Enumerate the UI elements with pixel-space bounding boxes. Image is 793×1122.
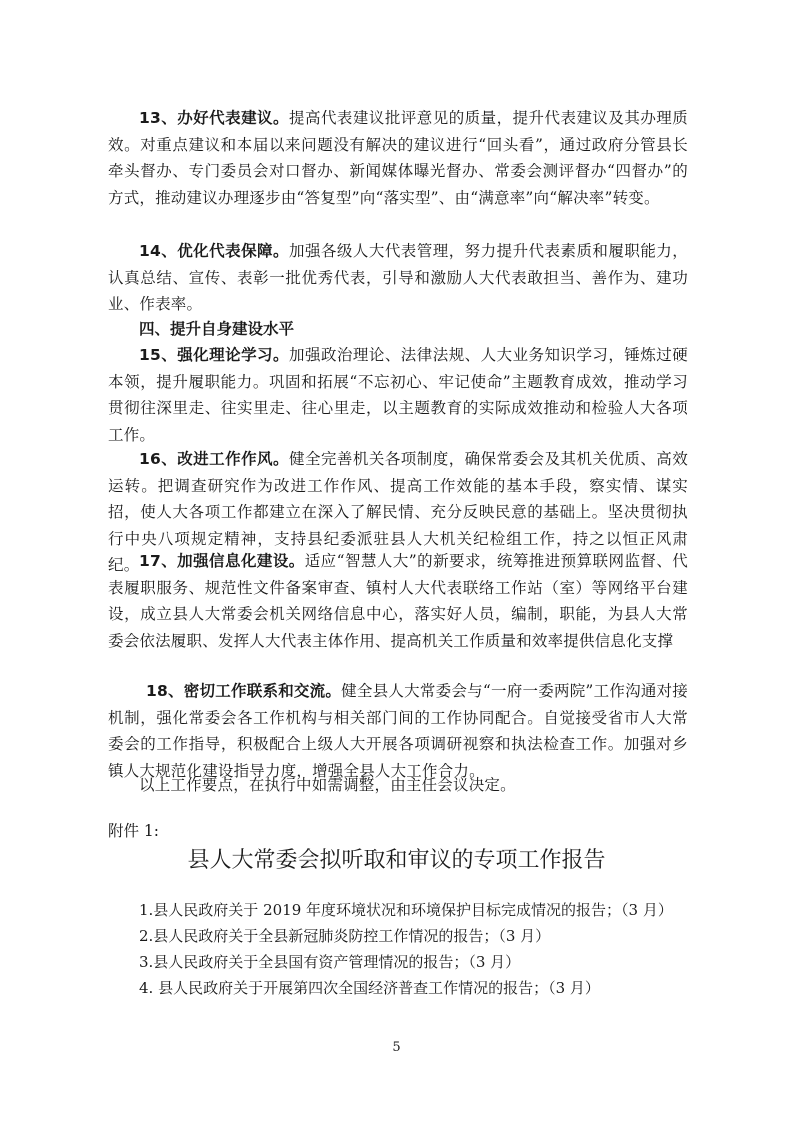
attachment-label: 附件 1: [108, 822, 160, 840]
paragraph-lead: 17、加强信息化建设。 [139, 552, 305, 570]
list-item: 3.县人民政府关于全县国有资产管理情况的报告；（3 月） [139, 953, 521, 971]
paragraph-body: 提高代表建议批评意见的质量，提升代表建议及其办理质效。对重点建议和本届以来问题没有解决的建议进行“回头看”，通过政府分管县长牵头督办、专门委员会对口督办、新闻媒体曝光督办、常委会测评督办“四督办”的方式，推动建议办理逐步由“答复型”向“落实型”、由“满意率”向“解决率”转变。 [108, 109, 688, 207]
attachment-title: 县人大常委会拟听取和审议的专项工作报告 [187, 848, 606, 873]
page-number: 5 [392, 1040, 401, 1055]
paragraph-body: 健全完善机关各项制度，确保常委会及其机关优质、高效运转。把调查研究作为改进工作作风、提高工作效能的基本手段，察实情、谋实招，使人大各项工作都建立在深入了解民情、充分反映民意的基础上。坚决贯彻执行中央八项规定精神，支持县纪委派驻县人大机关纪检组工作，持之以恒正风肃纪。 [108, 450, 688, 575]
paragraph-lead: 18、密切工作联系和交流。 [146, 682, 342, 700]
paragraph-14 [108, 238, 688, 318]
paragraph-15 [108, 342, 688, 448]
paragraph-17 [108, 548, 688, 654]
paragraph-18 [108, 678, 688, 784]
paragraph-body: 健全县人大常委会与“一府一委两院”工作沟通对接机制，强化常委会各工作机构与相关部门间的工作协同配合。自觉接受省市人大常委会的工作指导，积极配合上级人大开展各项调研视察和执法检查工作。加强对乡镇人大规范化建设指导力度，增强全县人大工作合力。 [108, 682, 688, 780]
paragraph-13 [108, 105, 688, 211]
list-item: 4. 县人民政府关于开展第四次全国经济普查工作情况的报告；（3 月） [139, 979, 600, 997]
list-item: 1.县人民政府关于 2019 年度环境状况和环境保护目标完成情况的报告；（3 月） [139, 901, 673, 919]
list-item: 2.县人民政府关于全县新冠肺炎防控工作情况的报告；（3 月） [139, 927, 551, 945]
paragraph-lead: 14、优化代表保障。 [139, 242, 289, 260]
section-heading: 四、提升自身建设水平 [139, 320, 295, 338]
closing-paragraph [108, 772, 688, 799]
paragraph-lead: 15、强化理论学习。 [139, 346, 289, 364]
paragraph-body: 加强政治理论、法律法规、人大业务知识学习，锤炼过硬本领，提升履职能力。巩固和拓展“不忘初心、牢记使命”主题教育成效，推动学习贯彻往深里走、往实里走、往心里走，以主题教育的实际成效推动和检验人大各项工作。 [108, 346, 688, 444]
report-list [139, 897, 673, 1001]
paragraph-lead: 16、改进工作作风。 [139, 450, 289, 468]
paragraph-body: 以上工作要点，在执行中如需调整，由主任会议决定。 [139, 776, 516, 794]
paragraph-lead: 13、办好代表建议。 [139, 109, 289, 127]
paragraph-body: 适应“智慧人大”的新要求，统筹推进预算联网监督、代表履职服务、规范性文件备案审查、镇村人大代表联络工作站（室）等网络平台建设，成立县人大常委会机关网络信息中心，落实好人员，编制，职能，为县人大常委会依法履职、发挥人大代表主体作用、提高机关工作质量和效率提供信息化支撑 [108, 552, 688, 650]
paragraph-body: 加强各级人大代表管理，努力提升代表素质和履职能力，认真总结、宣传、表彰一批优秀代表，引导和激励人大代表敢担当、善作为、建功业、作表率。 [108, 242, 688, 314]
